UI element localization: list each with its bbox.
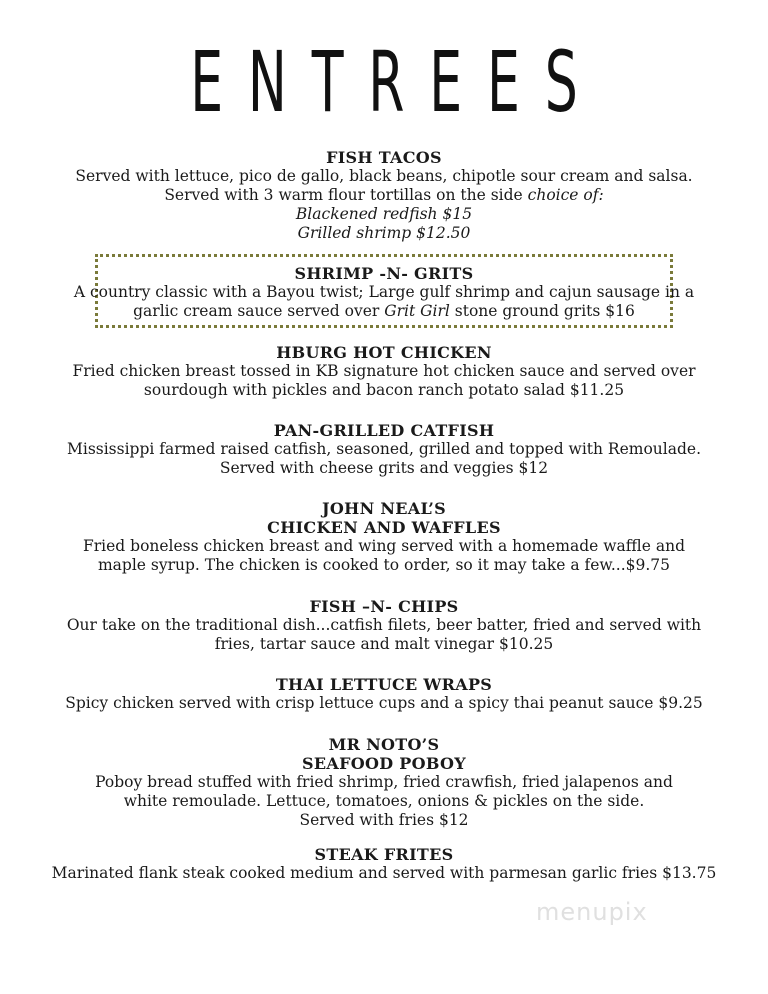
item-name: PAN-GRILLED CATFISH <box>273 421 495 440</box>
menu-item-shrimp-grits <box>0 264 768 321</box>
menu-item-hburg-hot-chicken <box>0 343 768 400</box>
item-description-text: garlic cream sauce served over <box>133 302 385 320</box>
menu-item-fish-n-chips <box>0 597 768 654</box>
menu-item-fish-tacos <box>0 148 768 243</box>
menu-item-pan-grilled-catfish <box>0 421 768 478</box>
item-description <box>0 302 768 321</box>
item-name: CHICKEN AND WAFFLES <box>267 518 501 537</box>
item-description: Mississippi farmed raised catfish, seasoned, grilled and topped with Remoulade. <box>66 440 701 458</box>
menu-item-steak-frites <box>0 845 768 883</box>
item-name: THAI LETTUCE WRAPS <box>275 675 493 694</box>
item-description-text: Served with 3 warm flour tortillas on the side <box>164 186 528 204</box>
item-description: Served with fries $12 <box>299 811 469 829</box>
item-description: Spicy chicken served with crisp lettuce cups and a spicy thai peanut sauce $9.25 <box>65 694 703 712</box>
item-description: white remoulade. Lettuce, tomatoes, onions & pickles on the side. <box>123 792 645 810</box>
brand-name: Grit Girl <box>384 302 450 320</box>
item-choice-label: choice of: <box>527 186 604 204</box>
item-name: FISH –N- CHIPS <box>309 597 459 616</box>
item-description-text: stone ground grits $16 <box>449 302 635 320</box>
item-name: STEAK FRITES <box>314 845 454 864</box>
item-description: A country classic with a Bayou twist; Large gulf shrimp and cajun sausage in a <box>73 283 695 301</box>
item-description <box>0 186 768 205</box>
item-description: Served with lettuce, pico de gallo, black beans, chipotle sour cream and salsa. <box>75 167 693 185</box>
item-description: Our take on the traditional dish...catfish filets, beer batter, fried and served with <box>66 616 702 634</box>
item-name: FISH TACOS <box>326 148 442 167</box>
item-description: maple syrup. The chicken is cooked to order, so it may take a few...$9.75 <box>97 556 671 574</box>
item-description: Marinated flank steak cooked medium and served with parmesan garlic fries $13.75 <box>51 864 717 882</box>
menu-item-seafood-poboy <box>0 735 768 830</box>
item-name: SHRIMP -N- GRITS <box>294 264 474 283</box>
item-name: SEAFOOD POBOY <box>302 754 466 773</box>
watermark: menupix <box>536 898 648 926</box>
item-description: Fried chicken breast tossed in KB signature hot chicken sauce and served over <box>72 362 696 380</box>
item-option: Grilled shrimp $12.50 <box>297 224 471 242</box>
menu-item-chicken-and-waffles <box>0 499 768 575</box>
item-description: sourdough with pickles and bacon ranch potato salad $11.25 <box>143 381 625 399</box>
item-description: Served with cheese grits and veggies $12 <box>219 459 549 477</box>
item-description: fries, tartar sauce and malt vinegar $10.25 <box>214 635 554 653</box>
item-name: JOHN NEAL’S <box>322 499 446 518</box>
item-description: Fried boneless chicken breast and wing served with a homemade waffle and <box>83 537 685 555</box>
page-title: ENTREES <box>190 33 603 131</box>
menu-item-thai-lettuce-wraps <box>0 675 768 713</box>
item-name: HBURG HOT CHICKEN <box>276 343 492 362</box>
item-option: Blackened redfish $15 <box>295 205 473 223</box>
item-description: Poboy bread stuffed with fried shrimp, fried crawfish, fried jalapenos and <box>95 773 673 791</box>
item-name: MR NOTO’S <box>328 735 440 754</box>
